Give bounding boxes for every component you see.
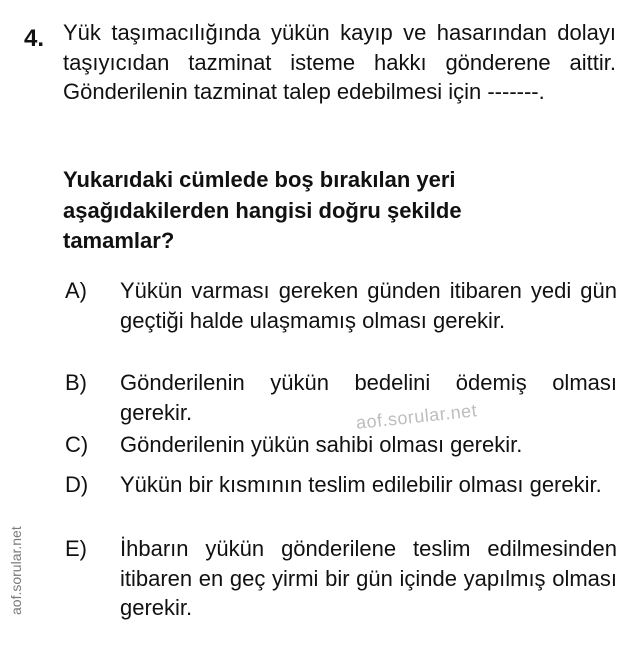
question-prompt: Yukarıdaki cümlede boş bırakılan yeri aşağıdakilerden hangisi doğru şekilde tamamlar? [63,167,462,253]
option-a[interactable] [65,276,617,335]
option-text: Yükün bir kısmının teslim edilebilir olması gerekir. [120,472,602,497]
option-text: Gönderilenin yükün sahibi olması gerekir. [120,432,523,457]
option-c[interactable] [65,430,617,460]
watermark: aof.sorular.net [355,400,479,433]
option-text: Yükün varması gereken günden itibaren yedi gün geçtiği halde ulaşmamış olması gerekir. [120,278,617,333]
option-letter: D) [65,472,89,497]
option-b[interactable] [65,368,617,427]
option-d[interactable] [65,470,617,500]
option-letter: C) [65,432,89,457]
option-letter: E) [65,536,87,561]
option-text: Gönderilenin yükün bedelini ödemiş olması gerekir. [120,370,617,425]
option-letter: A) [65,278,87,303]
side-watermark: aof.sorular.net [8,526,24,615]
question-stem: Yük taşımacılığında yükün kayıp ve hasarından dolayı taşıyıcıdan tazminat isteme hakkı gönderene aittir. Gönderilenin tazminat talep edebilmesi için -------. [63,20,616,104]
option-text: İhbarın yükün gönderilene teslim edilmesinden itibaren en geç yirmi bir gün içinde yapılmış olması gerekir. [120,536,617,620]
option-e[interactable] [65,534,617,623]
option-letter: B) [65,370,87,395]
question-number: 4. [24,25,45,52]
